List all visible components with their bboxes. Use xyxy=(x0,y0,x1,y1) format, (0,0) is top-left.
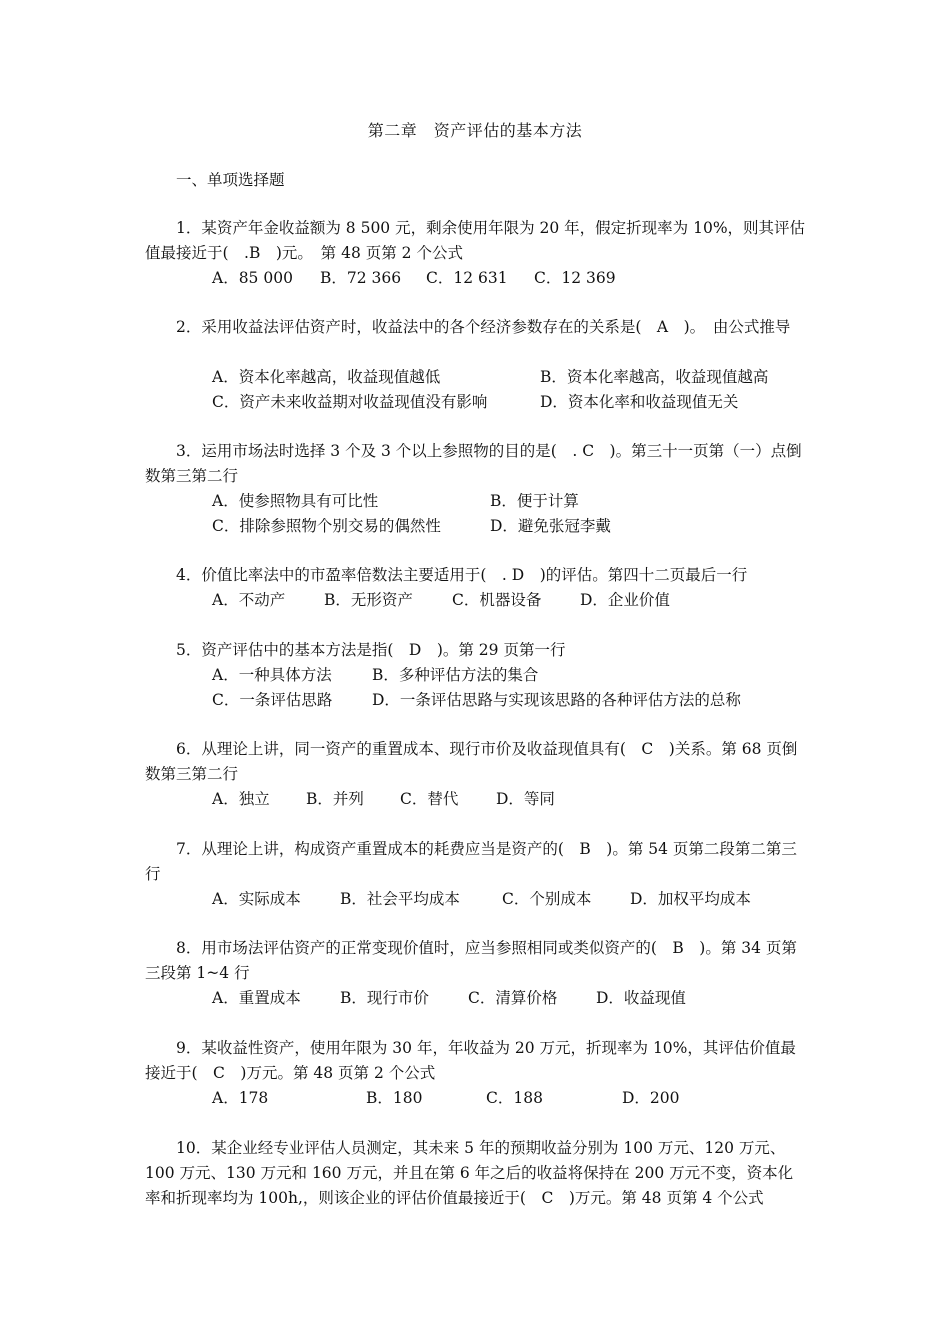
option-c: C．机器设备 xyxy=(452,591,542,609)
option-c: C．一条评估思路 xyxy=(212,691,333,709)
option-c: C．个别成本 xyxy=(502,890,592,908)
question-2-options xyxy=(212,365,768,415)
question-9-options xyxy=(212,1086,680,1111)
option-a: A．实际成本 xyxy=(212,890,301,908)
question-5: 5．资产评估中的基本方法是指( D )。第 29 页第一行 xyxy=(176,641,566,659)
option-b: B．多种评估方法的集合 xyxy=(372,666,539,684)
option-a: A．85 000 xyxy=(212,269,293,287)
question-3-options xyxy=(212,489,611,539)
question-8: 8．用市场法评估资产的正常变现价值时，应当参照相同或类似资产的( B )。第 34 页第三段第 1~4 行 xyxy=(145,939,797,982)
option-d: D．资本化率和收益现值无关 xyxy=(540,393,739,411)
option-d: D．等同 xyxy=(496,790,555,808)
option-row xyxy=(212,663,741,688)
option-row xyxy=(212,986,686,1011)
question-3: 3．运用市场法时选择 3 个及 3 个以上参照物的目的是( . C )。第三十一页第（一）点倒数第三第二行 xyxy=(145,442,802,485)
option-a: A．178 xyxy=(212,1089,269,1107)
option-d: D．避免张冠李戴 xyxy=(490,517,611,535)
option-row xyxy=(212,588,670,613)
option-c: C．排除参照物个别交易的偶然性 xyxy=(212,517,441,535)
question-7: 7．从理论上讲，构成资产重置成本的耗费应当是资产的( B )。第 54 页第二段第二第三行 xyxy=(145,840,797,883)
question-8-options xyxy=(212,986,686,1011)
option-c: C．188 xyxy=(486,1089,543,1107)
question-2: 2．采用收益法评估资产时，收益法中的各个经济参数存在的关系是( A )。 由公式推导 xyxy=(176,318,791,336)
question-6-options xyxy=(212,787,555,812)
question-7-options xyxy=(212,887,751,912)
option-row xyxy=(212,688,741,713)
option-b: B．无形资产 xyxy=(324,591,413,609)
option-b: B．资本化率越高，收益现值越高 xyxy=(540,368,769,386)
question-1: 1．某资产年金收益额为 8 500 元，剩余使用年限为 20 年，假定折现率为 10%，则其评估值最接近于( .B )元。 第 48 页第 2 个公式 xyxy=(145,219,806,262)
question-5-options xyxy=(212,663,741,713)
option-a: A．重置成本 xyxy=(212,989,301,1007)
option-b: B．现行市价 xyxy=(340,989,429,1007)
option-b: B．社会平均成本 xyxy=(340,890,460,908)
option-b: B．180 xyxy=(366,1089,423,1107)
option-b: B．并列 xyxy=(306,790,364,808)
section-heading: 一、单项选择题 xyxy=(176,171,285,189)
question-6: 6．从理论上讲，同一资产的重置成本、现行市价及收益现值具有( C )关系。第 68 页倒数第三第二行 xyxy=(145,740,798,783)
option-a: A．不动产 xyxy=(212,591,286,609)
option-row xyxy=(212,365,768,390)
option-row xyxy=(212,266,616,291)
option-d: D．加权平均成本 xyxy=(630,890,751,908)
option-c: C．12 631 xyxy=(426,269,508,287)
question-4-options xyxy=(212,588,670,613)
option-row xyxy=(212,787,555,812)
option-b: B．72 366 xyxy=(320,269,402,287)
option-a: A．一种具体方法 xyxy=(212,666,332,684)
question-9: 9．某收益性资产，使用年限为 30 年，年收益为 20 万元，折现率为 10%，其评估价值最接近于( C )万元。第 48 页第 2 个公式 xyxy=(145,1039,796,1082)
question-4: 4．价值比率法中的市盈率倍数法主要适用于( . D )的评估。第四十二页最后一行 xyxy=(176,566,748,584)
option-row xyxy=(212,489,611,514)
option-a: A．使参照物具有可比性 xyxy=(212,492,379,510)
question-1-options xyxy=(212,266,616,291)
option-c: C．清算价格 xyxy=(468,989,558,1007)
option-a: A．资本化率越高，收益现值越低 xyxy=(212,368,441,386)
option-row xyxy=(212,390,768,415)
option-d: D．一条评估思路与实现该思路的各种评估方法的总称 xyxy=(372,691,741,709)
option-d: D．企业价值 xyxy=(580,591,670,609)
option-d: C．12 369 xyxy=(534,269,616,287)
option-row xyxy=(212,514,611,539)
option-d: D．收益现值 xyxy=(596,989,686,1007)
option-row xyxy=(212,887,751,912)
option-b: B．便于计算 xyxy=(490,492,579,510)
option-c: C．资产未来收益期对收益现值没有影响 xyxy=(212,393,488,411)
option-row xyxy=(212,1086,680,1111)
chapter-title: 第二章 资产评估的基本方法 xyxy=(367,121,583,140)
option-a: A．独立 xyxy=(212,790,270,808)
question-10: 10．某企业经专业评估人员测定，其未来 5 年的预期收益分别为 100 万元、120 万元、100 万元、130 万元和 160 万元，并且在第 6 年之后的收益将保持在 200 万元不变，资本化率和折现率均为 100h,，则该企业的评估价值最接近于( C )万元。第 48 页第 4 个公式 xyxy=(145,1139,794,1207)
option-c: C．替代 xyxy=(400,790,459,808)
option-d: D．200 xyxy=(622,1089,680,1107)
